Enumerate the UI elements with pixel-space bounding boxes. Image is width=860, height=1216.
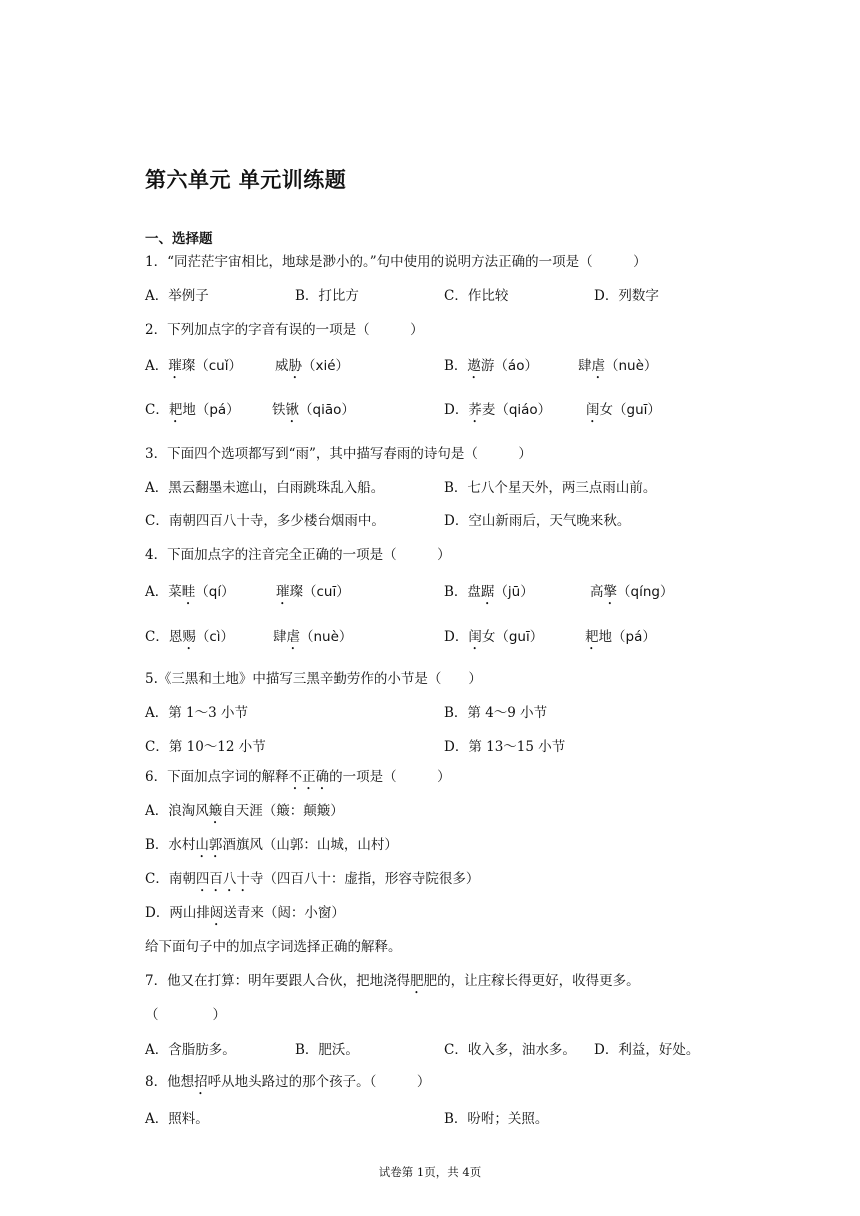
dotted-char: 虐: [591, 358, 605, 374]
dotted-char: 璀: [276, 584, 290, 600]
q4-b2-prefix: 高: [590, 584, 604, 600]
q3-option-d[interactable]: D．空山新雨后，天气晚来秋。: [444, 513, 631, 529]
pinyin: （pá）: [612, 629, 656, 645]
q2-b-prefix: B．: [444, 358, 468, 374]
q2-a-prefix: A．: [145, 358, 169, 374]
q5-option-d[interactable]: D．第 13～15 小节: [444, 739, 566, 755]
q3-option-b[interactable]: B．七八个星天外，两三点雨山前。: [444, 480, 657, 496]
pinyin: （qiáo）: [495, 402, 552, 418]
q6-stem-pre: 6．下面加点字词的解释: [145, 769, 289, 785]
q2-option-b[interactable]: [444, 356, 538, 382]
dotted-char: 遨: [467, 358, 481, 374]
dotted-char: 踞: [480, 584, 495, 600]
dotted-char: 闺: [468, 629, 482, 645]
dotted-char: 胁: [288, 358, 302, 374]
dotted-char: 山郭: [195, 837, 223, 853]
q6-d-pre: D．两山排: [145, 905, 210, 921]
q1-option-b[interactable]: B．打比方: [295, 288, 359, 304]
question-2-stem: 2．下列加点字的字音有误的一项是（ ）: [145, 322, 424, 338]
question-7-stem: [145, 971, 640, 997]
q4-option-a-second: [276, 582, 350, 608]
q7-option-c[interactable]: C．收入多，油水多。: [444, 1042, 576, 1058]
pinyin: （pá）: [195, 402, 240, 418]
dotted-char: 四百八十: [195, 871, 250, 887]
q4-option-c[interactable]: [145, 627, 234, 653]
page-title: 第六单元 单元训练题: [145, 168, 347, 192]
q6-c-post: 寺（四百八十：虚指，形容寺院很多）: [249, 871, 480, 887]
q2-b-char: 游: [480, 358, 495, 374]
dotted-char: 畦: [181, 584, 196, 600]
question-1-stem: 1．“同茫茫宇宙相比，地球是渺小的。”句中使用的说明方法正确的一项是（ ）: [145, 254, 647, 270]
q2-option-c-second: [272, 400, 355, 426]
pinyin: （qí）: [195, 584, 235, 600]
q7-answer-blank: （ ）: [145, 1007, 226, 1023]
dotted-char: 赐: [182, 629, 196, 645]
q4-option-a[interactable]: [145, 582, 235, 608]
q6-a-pre: A．浪淘风: [145, 803, 209, 819]
q5-option-a[interactable]: A．第 1～3 小节: [145, 705, 249, 721]
dotted-char: 璀: [168, 358, 182, 374]
q2-b2-prefix: 肆: [578, 358, 592, 374]
question-4-stem: 4．下面加点字的注音完全正确的一项是（ ）: [145, 547, 451, 563]
q3-option-a[interactable]: A．黑云翻墨未遮山，白雨跳珠乱入船。: [145, 480, 385, 496]
q7-stem-post: 肥的，让庄稼长得更好，收得更多。: [423, 973, 640, 989]
q6-stem-post: 的一项是（ ）: [329, 769, 451, 785]
q2-option-c[interactable]: [145, 400, 240, 426]
q4-a2-char: 璨: [289, 584, 303, 600]
section-heading: 一、选择题: [145, 231, 213, 247]
dotted-char: 簸: [208, 803, 223, 819]
q3-option-c[interactable]: C．南朝四百八十寺，多少楼台烟雨中。: [145, 513, 385, 529]
q4-c2-prefix: 肆: [273, 629, 287, 645]
pinyin: （jū）: [494, 584, 534, 600]
q8-option-b[interactable]: B．吩咐；关照。: [444, 1111, 549, 1127]
q4-d-prefix: D．: [444, 629, 469, 645]
dotted-char: 肥: [410, 973, 424, 989]
q1-option-c[interactable]: C．作比较: [444, 288, 509, 304]
q4-d2-char: 地: [598, 629, 612, 645]
q5-option-c[interactable]: C．第 10～12 小节: [145, 739, 266, 755]
q6-option-a[interactable]: [145, 801, 344, 827]
q2-option-d-second: [586, 400, 661, 426]
pinyin: （qíng）: [617, 584, 674, 600]
q4-d-char: 女: [481, 629, 496, 645]
q2-d-prefix: D．: [444, 402, 469, 418]
q6-d-post: 送青来（闼：小窗）: [223, 905, 345, 921]
q6-option-d[interactable]: [145, 903, 345, 929]
q4-option-b-second: [590, 582, 673, 608]
q7-option-b[interactable]: B．肥沃。: [295, 1042, 359, 1058]
pinyin: （xié）: [302, 358, 350, 374]
q2-d2-char: 女: [599, 402, 613, 418]
q6-b-pre: B．水村: [145, 837, 196, 853]
pinyin: （cì）: [195, 629, 235, 645]
pinyin: （nuè）: [300, 629, 353, 645]
pinyin: （guī）: [613, 402, 661, 418]
dotted-char: 闼: [209, 905, 224, 921]
q2-d-char: 麦: [481, 402, 496, 418]
q6-option-b[interactable]: [145, 835, 398, 861]
q2-c2-prefix: 铁: [272, 402, 286, 418]
q1-option-a[interactable]: A．举例子: [145, 288, 209, 304]
q2-a2-prefix: 威: [275, 358, 289, 374]
q8-option-a[interactable]: A．照料。: [145, 1111, 209, 1127]
q7-option-a[interactable]: A．含脂肪多。: [145, 1042, 236, 1058]
q4-option-c-second: [273, 627, 352, 653]
dotted-char: 耙: [585, 629, 599, 645]
instruction-text: 给下面句子中的加点字词选择正确的解释。: [145, 939, 402, 955]
q1-option-d[interactable]: D．列数字: [594, 288, 659, 304]
page-footer: 试卷第 1页，共 4页: [378, 1165, 482, 1179]
pinyin: （áo）: [494, 358, 538, 374]
q4-option-b[interactable]: [444, 582, 534, 608]
q6-a-post: 自天涯（簸：颠簸）: [222, 803, 344, 819]
q4-a-prefix: A．菜: [145, 584, 182, 600]
pinyin: （cuǐ）: [195, 358, 242, 374]
q6-b-post: 酒旗风（山郭：山城，山村）: [222, 837, 398, 853]
q2-c-char: 地: [182, 402, 196, 418]
pinyin: （qiāo）: [299, 402, 355, 418]
dotted-char: 不正确: [288, 769, 330, 785]
q4-option-d-second: [585, 627, 656, 653]
dotted-char: 招: [194, 1074, 208, 1090]
q2-option-a[interactable]: [145, 356, 242, 382]
q2-option-d[interactable]: [444, 400, 551, 426]
pinyin: （nuè）: [605, 358, 658, 374]
q4-b-prefix: B．盘: [444, 584, 481, 600]
q5-option-b[interactable]: B．第 4～9 小节: [444, 705, 548, 721]
dotted-char: 锹: [285, 402, 299, 418]
q7-option-d[interactable]: D．利益，好处。: [594, 1042, 700, 1058]
q7-stem-pre: 7．他又在打算：明年要跟人合伙，把地浇得: [145, 973, 411, 989]
q4-option-d[interactable]: [444, 627, 543, 653]
q2-option-a-second: [275, 356, 349, 382]
dotted-char: 闺: [586, 402, 600, 418]
q6-option-c[interactable]: [145, 869, 479, 895]
question-5-stem: 5.《三黑和土地》中描写三黑辛勤劳作的小节是（ ）: [145, 671, 482, 687]
question-3-stem: 3．下面四个选项都写到“雨”，其中描写春雨的诗句是（ ）: [145, 446, 532, 462]
q4-c-prefix: C．恩: [145, 629, 183, 645]
q2-option-b-second: [578, 356, 657, 382]
question-8-stem: [145, 1072, 430, 1098]
dotted-char: 荞: [468, 402, 482, 418]
dotted-char: 虐: [286, 629, 300, 645]
question-6-stem: [145, 767, 451, 793]
pinyin: （cuī）: [303, 584, 350, 600]
q8-stem-post: 呼从地头路过的那个孩子。（ ）: [207, 1074, 431, 1090]
dotted-char: 耙: [168, 402, 183, 418]
q6-c-pre: C．南朝: [145, 871, 196, 887]
q2-a-char: 璨: [181, 358, 196, 374]
dotted-char: 擎: [603, 584, 617, 600]
q8-stem-pre: 8．他想: [145, 1074, 195, 1090]
pinyin: （guī）: [495, 629, 544, 645]
q2-c-prefix: C．: [145, 402, 169, 418]
